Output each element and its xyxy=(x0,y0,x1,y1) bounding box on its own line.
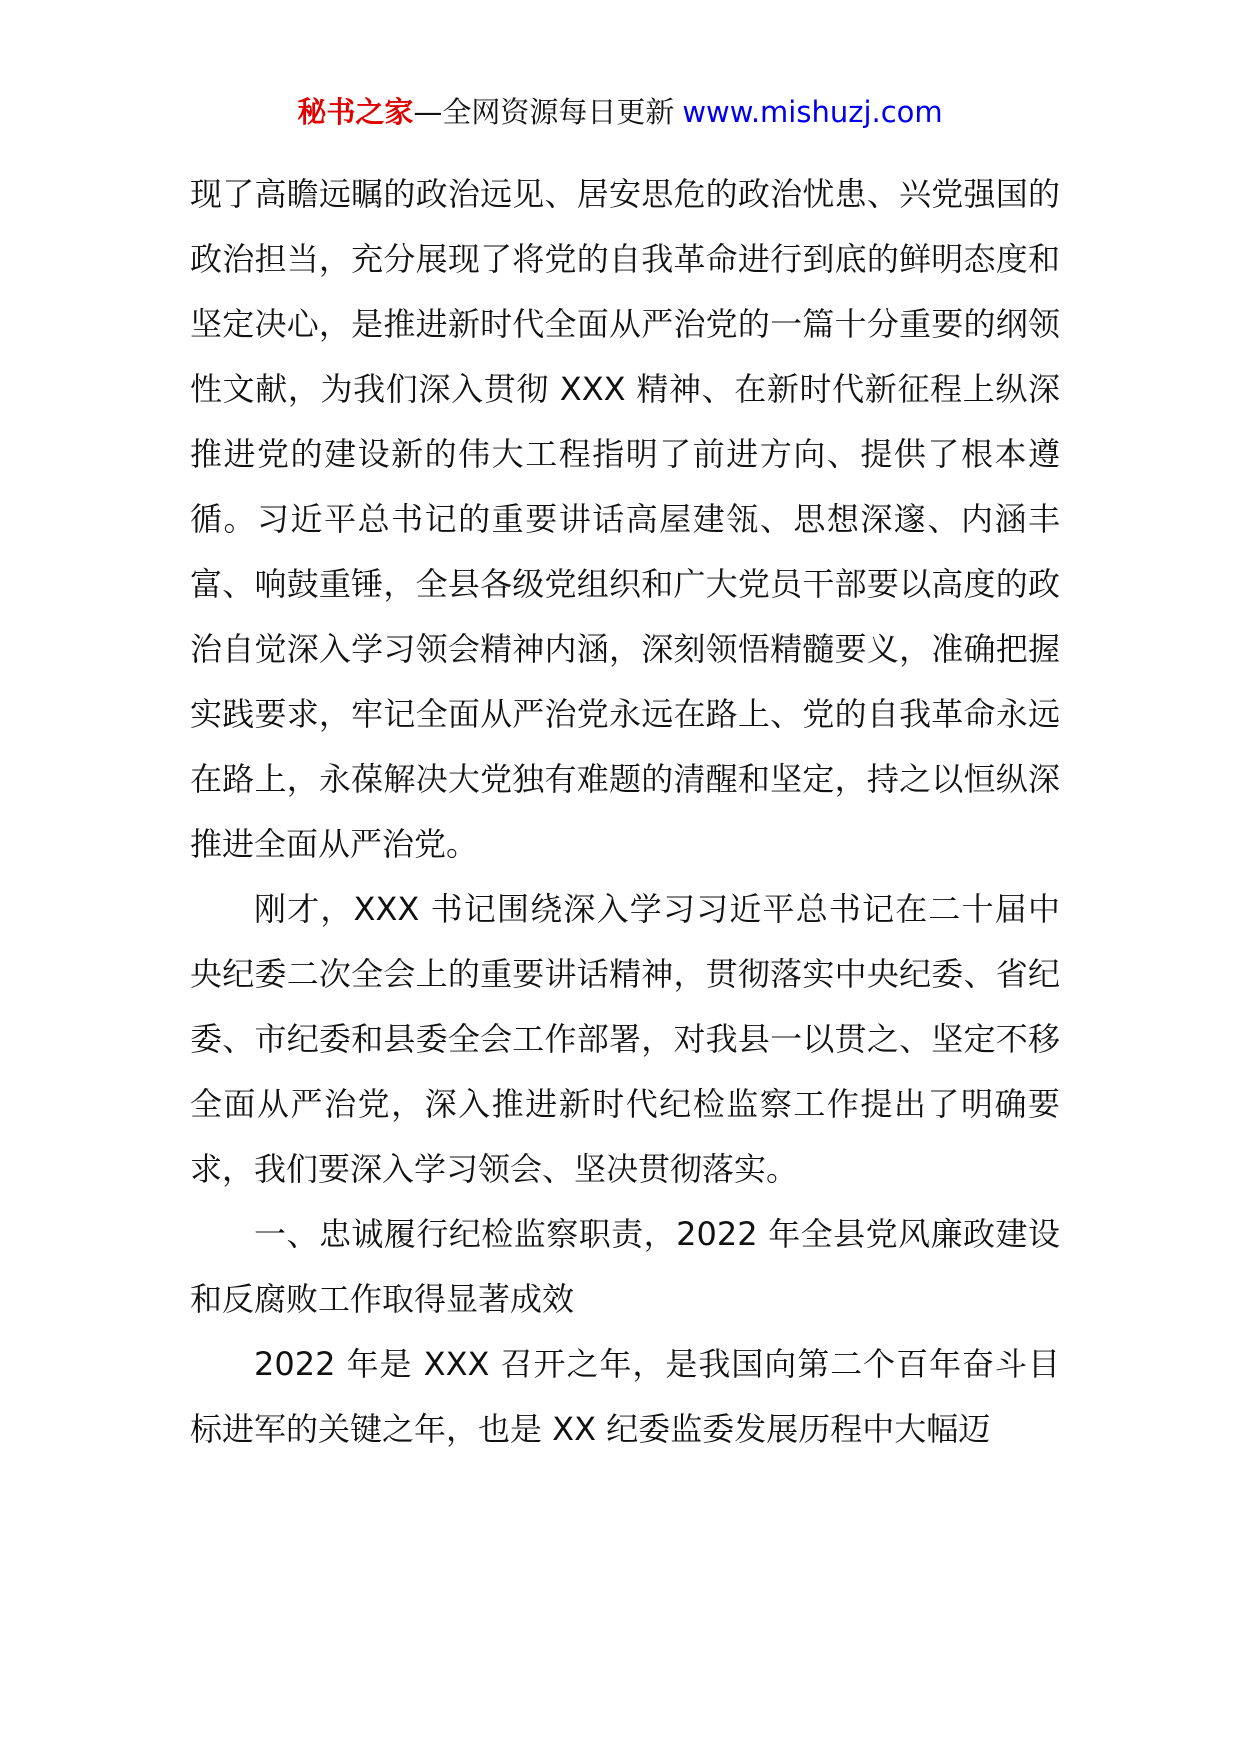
site-brand: 秘书之家 xyxy=(297,95,414,129)
page-header xyxy=(0,92,1240,132)
section-heading: 一、忠诚履行纪检监察职责，2022 年全县党风廉政建设和反腐败工作取得显著成效 xyxy=(190,1215,1060,1318)
paragraph-continuation: 现了高瞻远瞩的政治远见、居安思危的政治忧患、兴党强国的政治担当，充分展现了将党的自我革命进行到底的鲜明态度和坚定决心，是推进新时代全面从严治党的一篇十分重要的纲领性文献，为我们深入贯彻 XXX 精神、在新时代新征程上纵深推进党的建设新的伟大工程指明了前进方向、提供了根本遵循。习近平总书记的重要讲话高屋建瓴、思想深邃、内涵丰富、响鼓重锤，全县各级党组织和广大党员干部要以高度的政治自觉深入学习领会精神内涵，深刻领悟精髓要义，准确把握实践要求，牢记全面从严治党永远在路上、党的自我革命永远在路上，永葆解决大党独有难题的清醒和坚定，持之以恒纵深推进全面从严治党。 xyxy=(190,175,1060,863)
paragraph: 2022 年是 XXX 召开之年，是我国向第二个百年奋斗目标进军的关键之年，也是 XX 纪委监委发展历程中大幅迈 xyxy=(190,1345,1060,1448)
site-tagline: —全网资源每日更新 xyxy=(413,95,675,129)
paragraph: 刚才，XXX 书记围绕深入学习习近平总书记在二十届中央纪委二次全会上的重要讲话精神，贯彻落实中央纪委、省纪委、市纪委和县委全会工作部署，对我县一以贯之、坚定不移全面从严治党，深入推进新时代纪检监察工作提出了明确要求，我们要深入学习领会、坚决贯彻落实。 xyxy=(190,890,1060,1188)
document-body xyxy=(190,162,1060,1462)
site-url-link[interactable]: www.mishuzj.com xyxy=(682,95,943,129)
